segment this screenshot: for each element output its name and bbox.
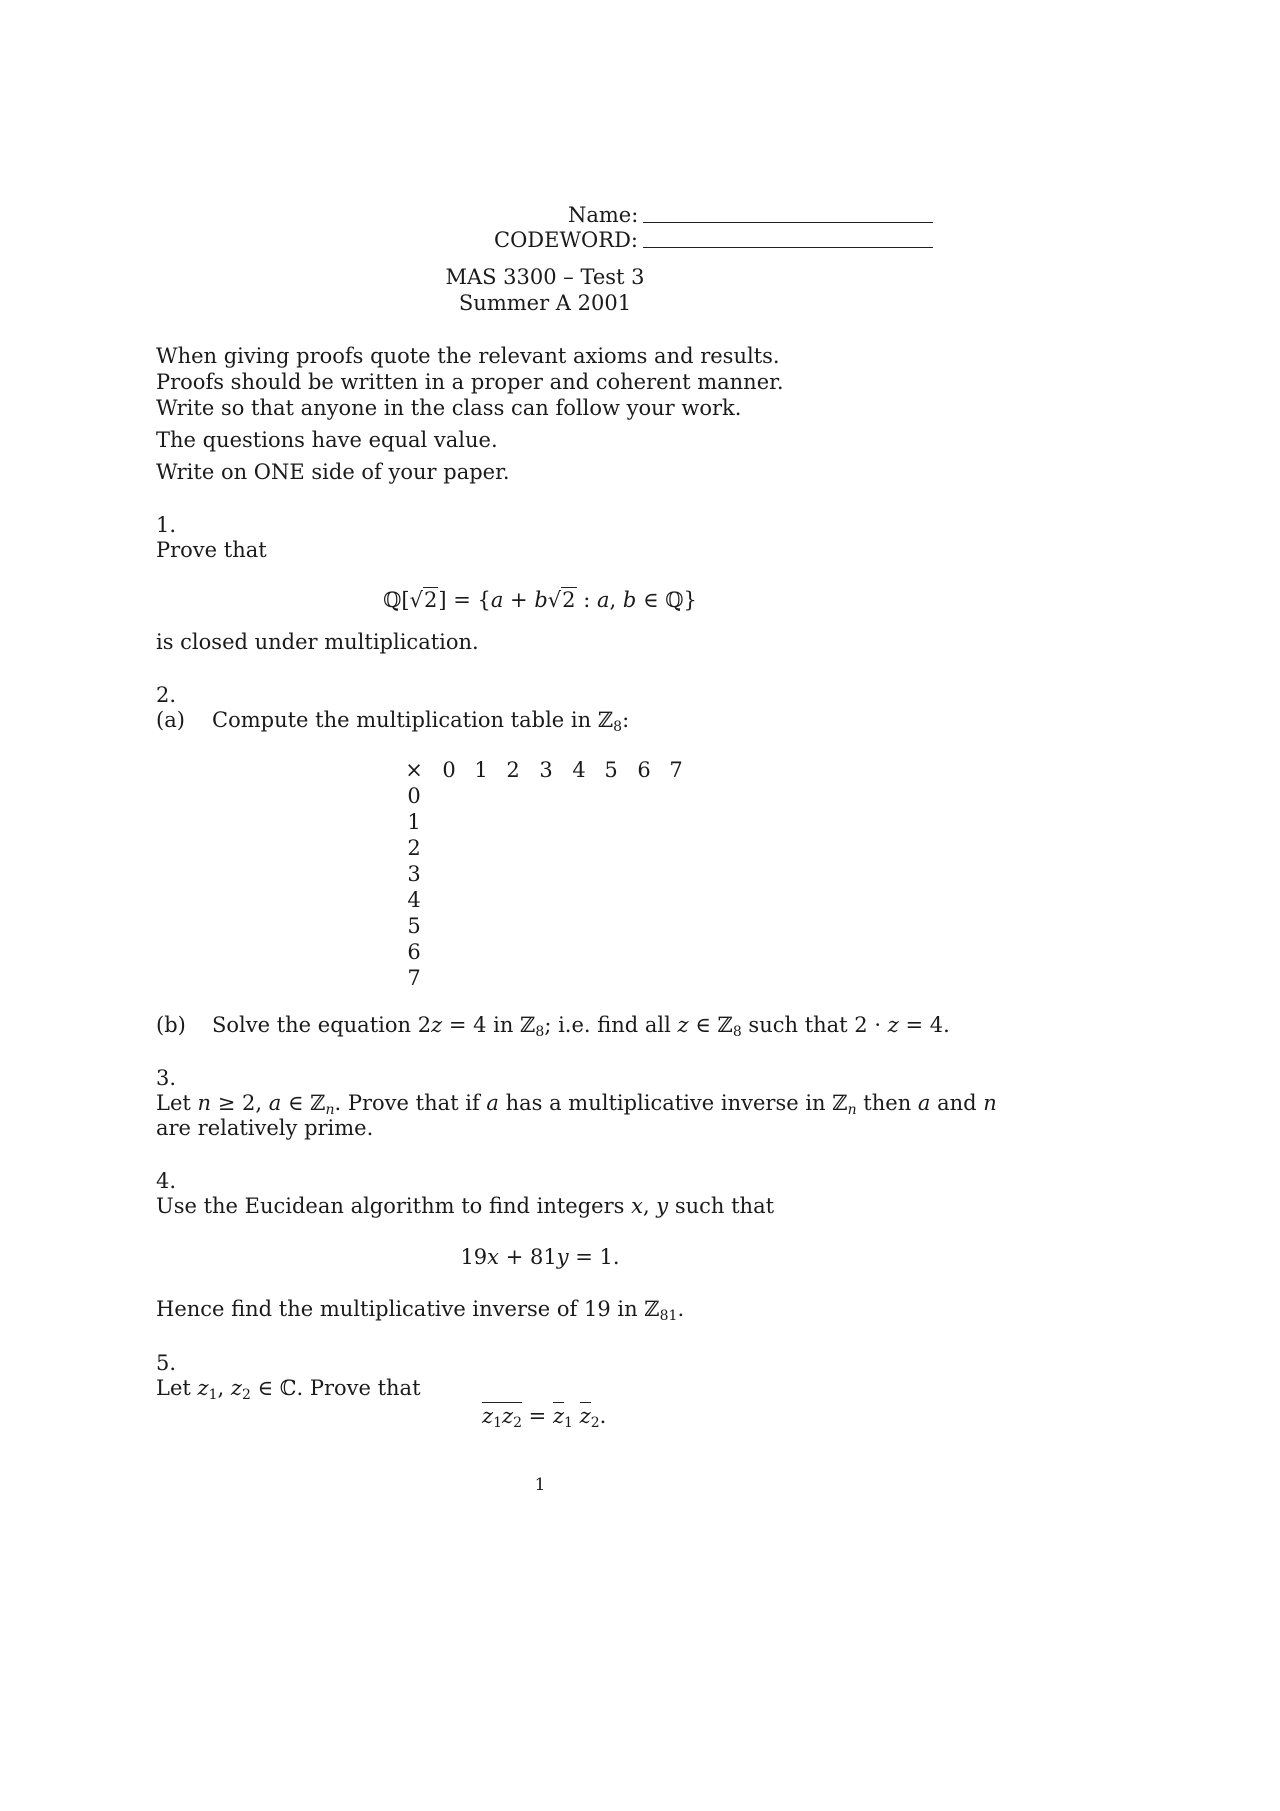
name-label: Name:: [568, 203, 639, 227]
table-corner: ×: [405, 758, 423, 782]
table-row-header: 6: [407, 940, 421, 964]
question-text: Use the Eucidean algorithm to find integers x, y such that: [156, 1194, 775, 1218]
table-row-header: 4: [407, 888, 421, 912]
question-number: 4.: [156, 1169, 177, 1193]
question-text: is closed under multiplication.: [156, 630, 479, 654]
question-number: 5.: [156, 1351, 177, 1375]
question-number: 2.: [156, 683, 177, 707]
table-col-header: 3: [539, 758, 553, 782]
table-row-header: 5: [407, 914, 421, 938]
name-blank[interactable]: [643, 222, 933, 223]
instruction-line: The questions have equal value.: [156, 428, 498, 452]
part-text: Solve the equation 2z = 4 in ℤ$_8$; i.e. find all z ∈ ℤ$_8$ such that 2 · z = 4.: [212, 1013, 950, 1040]
question-text: are relatively prime.: [156, 1116, 374, 1140]
table-col-header: 6: [637, 758, 651, 782]
question-text: Prove that: [156, 538, 267, 562]
table-row-header: 7: [407, 966, 421, 990]
question-text-main: Hence find the multiplicative inverse of 19 in: [156, 1297, 638, 1321]
question-text: Let $z_1$, $z_2$ ∈ ℂ. Prove that: [156, 1376, 421, 1403]
codeword-blank[interactable]: [643, 247, 933, 248]
course-title: MAS 3300 – Test 3: [445, 265, 645, 289]
table-row-header: 0: [407, 784, 421, 808]
table-row-header: 2: [407, 836, 421, 860]
page-number: 1: [534, 1475, 546, 1495]
instruction-line: Proofs should be written in a proper and coherent manner.: [156, 370, 784, 394]
q5-equation: $z_1z_2 = z_1$ $z_2$.: [482, 1404, 607, 1431]
question-text: Let n ≥ 2, a ∈ ℤ$_n$. Prove that if a has a multiplicative inverse in ℤ$_n$ then a and n: [156, 1091, 997, 1118]
q1-formula: ℚ[√2] = {a + b√2 : a, b ∈ ℚ}: [383, 588, 697, 612]
table-col-header: 4: [572, 758, 586, 782]
term-title: Summer A 2001: [458, 291, 632, 315]
instruction-line: When giving proofs quote the relevant axioms and results.: [156, 344, 780, 368]
part-text: Compute the multiplication table in ℤ$_8$:: [212, 708, 630, 735]
question-number: 3.: [156, 1066, 177, 1090]
part-label: (b): [156, 1013, 186, 1037]
question-number: 1.: [156, 513, 177, 537]
part-text-main: Solve the equation: [212, 1013, 412, 1037]
table-row-header: 1: [407, 810, 421, 834]
part-text-main: Compute the multiplication table in: [212, 708, 592, 732]
instruction-line: Write on ONE side of your paper.: [156, 460, 510, 484]
table-col-header: 0: [442, 758, 456, 782]
table-col-header: 2: [506, 758, 520, 782]
part-label: (a): [156, 708, 185, 732]
table-col-header: 5: [604, 758, 618, 782]
q4-equation: 19x + 81y = 1.: [460, 1245, 620, 1269]
codeword-label: CODEWORD:: [494, 228, 638, 252]
question-text-main: Use the Eucidean algorithm to find integers: [156, 1194, 625, 1218]
instruction-line: Write so that anyone in the class can follow your work.: [156, 396, 742, 420]
question-text: Hence find the multiplicative inverse of 19 in ℤ$_{81}$.: [156, 1297, 685, 1324]
table-col-header: 1: [474, 758, 488, 782]
table-col-header: 7: [669, 758, 683, 782]
table-row-header: 3: [407, 862, 421, 886]
